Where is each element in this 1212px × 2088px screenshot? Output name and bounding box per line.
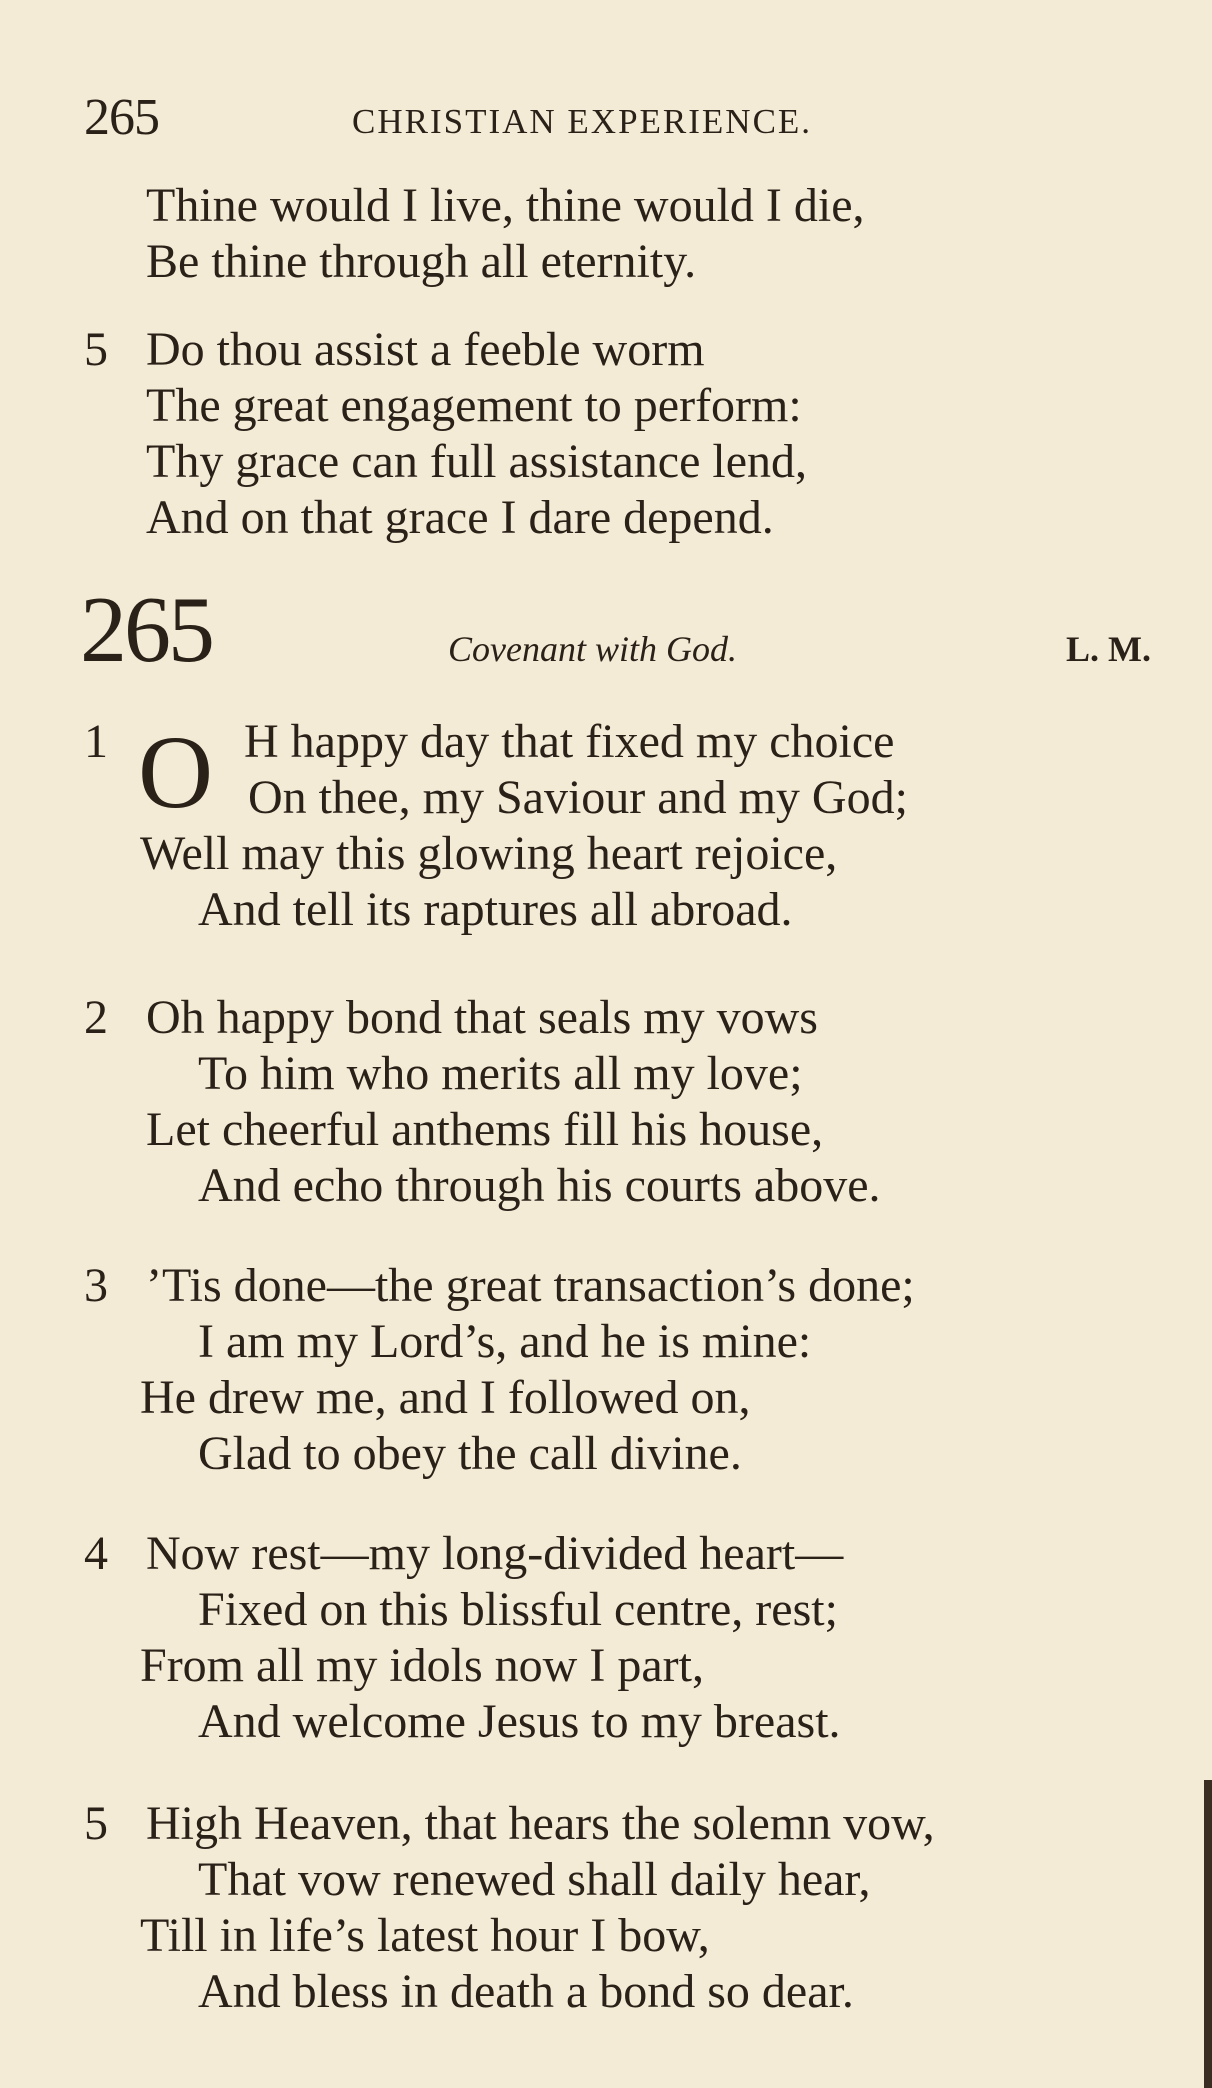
verse-number: 3	[84, 1259, 108, 1312]
verse-line: And welcome Jesus to my breast.	[198, 1695, 841, 1748]
verse-line: High Heaven, that hears the solemn vow,	[146, 1797, 935, 1850]
verse-line: Till in life’s latest hour I bow,	[140, 1909, 710, 1962]
verse-line: That vow renewed shall daily hear,	[198, 1853, 871, 1906]
page-number: 265	[84, 89, 159, 146]
verse-line: And echo through his courts above.	[198, 1159, 881, 1212]
verse-line: To him who merits all my love;	[198, 1047, 803, 1100]
continuation-line: Thine would I live, thine would I die,	[146, 179, 865, 232]
verse-line: And tell its raptures all abroad.	[198, 883, 793, 936]
verse-line: ’Tis done—the great transaction’s done;	[146, 1259, 915, 1312]
verse-line: Do thou assist a feeble worm	[146, 323, 705, 376]
drop-cap: O	[138, 715, 214, 830]
page-edge-shadow	[1204, 1780, 1212, 2088]
verse-number: 5	[84, 323, 108, 376]
verse-line: He drew me, and I followed on,	[140, 1371, 751, 1424]
running-head: CHRISTIAN EXPERIENCE.	[352, 102, 813, 141]
verse-line: On thee, my Saviour and my God;	[248, 771, 908, 824]
verse-number: 4	[84, 1527, 108, 1580]
verse-number: 2	[84, 991, 108, 1044]
verse-line: And on that grace I dare depend.	[146, 491, 774, 544]
verse-line: H happy day that fixed my choice	[244, 715, 895, 768]
hymn-meter: L. M.	[1066, 629, 1151, 669]
verse-line: Fixed on this blissful centre, rest;	[198, 1583, 838, 1636]
verse-number: 1	[84, 715, 108, 768]
hymn-number: 265	[80, 578, 212, 682]
verse-line: From all my idols now I part,	[140, 1639, 704, 1692]
verse-line: Well may this glowing heart rejoice,	[140, 827, 838, 880]
verse-line: Glad to obey the call divine.	[198, 1427, 742, 1480]
verse-line: I am my Lord’s, and he is mine:	[198, 1315, 812, 1368]
hymn-title: Covenant with God.	[448, 629, 737, 669]
page-header	[84, 88, 1174, 148]
verse-line: The great engagement to perform:	[146, 379, 802, 432]
continuation-line: Be thine through all eternity.	[146, 235, 697, 288]
verse-number: 5	[84, 1797, 108, 1850]
verse-line: Now rest—my long-divided heart—	[146, 1527, 844, 1580]
verse-line: And bless in death a bond so dear.	[198, 1965, 854, 2018]
verse-line: Let cheerful anthems fill his house,	[146, 1103, 824, 1156]
verse-line: Oh happy bond that seals my vows	[146, 991, 818, 1044]
verse-line: Thy grace can full assistance lend,	[146, 435, 808, 488]
